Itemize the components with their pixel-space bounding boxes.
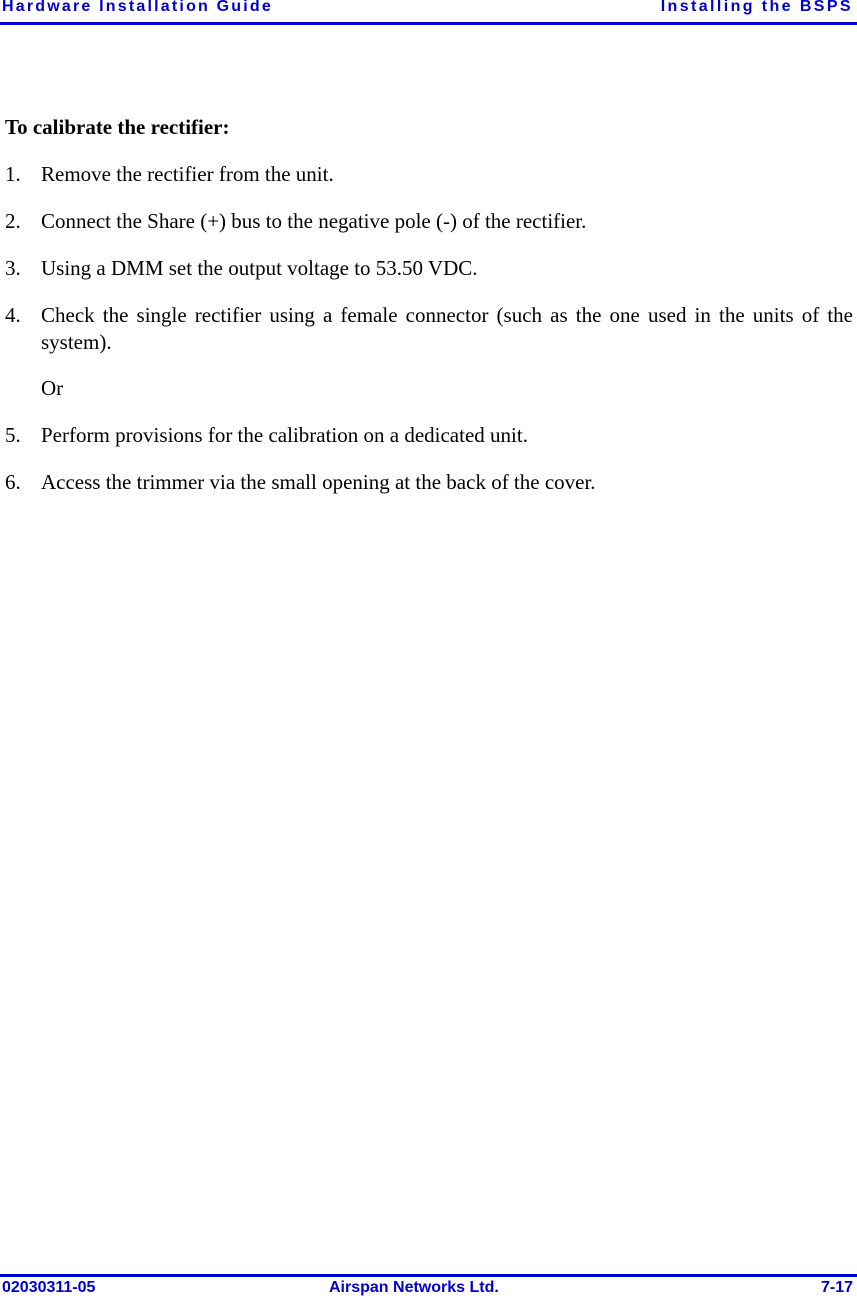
step-text: Connect the Share (+) bus to the negative pole (-) of the rectifier. xyxy=(41,209,587,233)
or-separator: Or xyxy=(41,376,64,400)
page-footer xyxy=(0,1274,857,1303)
procedure-step-2 xyxy=(5,208,853,235)
step-text: Remove the rectifier from the unit. xyxy=(41,162,334,186)
step-number: 2. xyxy=(5,209,21,233)
procedure-step-5 xyxy=(5,422,853,449)
step-number: 3. xyxy=(5,256,21,280)
footer-page-number: 7-17 xyxy=(820,1279,853,1296)
page-content xyxy=(5,114,853,516)
procedure-step-1 xyxy=(5,161,853,188)
header-guide-title: Hardware Installation Guide xyxy=(2,0,274,15)
step-number: 6. xyxy=(5,470,21,494)
step-number: 1. xyxy=(5,162,21,186)
procedure-step-6 xyxy=(5,469,853,496)
step-text: Check the single rectifier using a female connector (such as the one used in the units of the system). xyxy=(41,303,853,354)
step-text: Using a DMM set the output voltage to 53.50 VDC. xyxy=(41,256,478,280)
page-header xyxy=(0,0,857,25)
procedure-step-3 xyxy=(5,255,853,282)
step-text: Perform provisions for the calibration on a dedicated unit. xyxy=(41,423,528,447)
procedure-heading: To calibrate the rectifier: xyxy=(5,115,230,139)
step-number: 4. xyxy=(5,303,21,327)
footer-company: Airspan Networks Ltd. xyxy=(329,1279,499,1296)
step-text: Access the trimmer via the small opening at the back of the cover. xyxy=(41,470,596,494)
header-section-title: Installing the BSPS xyxy=(660,0,853,15)
step-number: 5. xyxy=(5,423,21,447)
footer-doc-number: 02030311-05 xyxy=(2,1279,96,1296)
procedure-step-4 xyxy=(5,302,853,356)
